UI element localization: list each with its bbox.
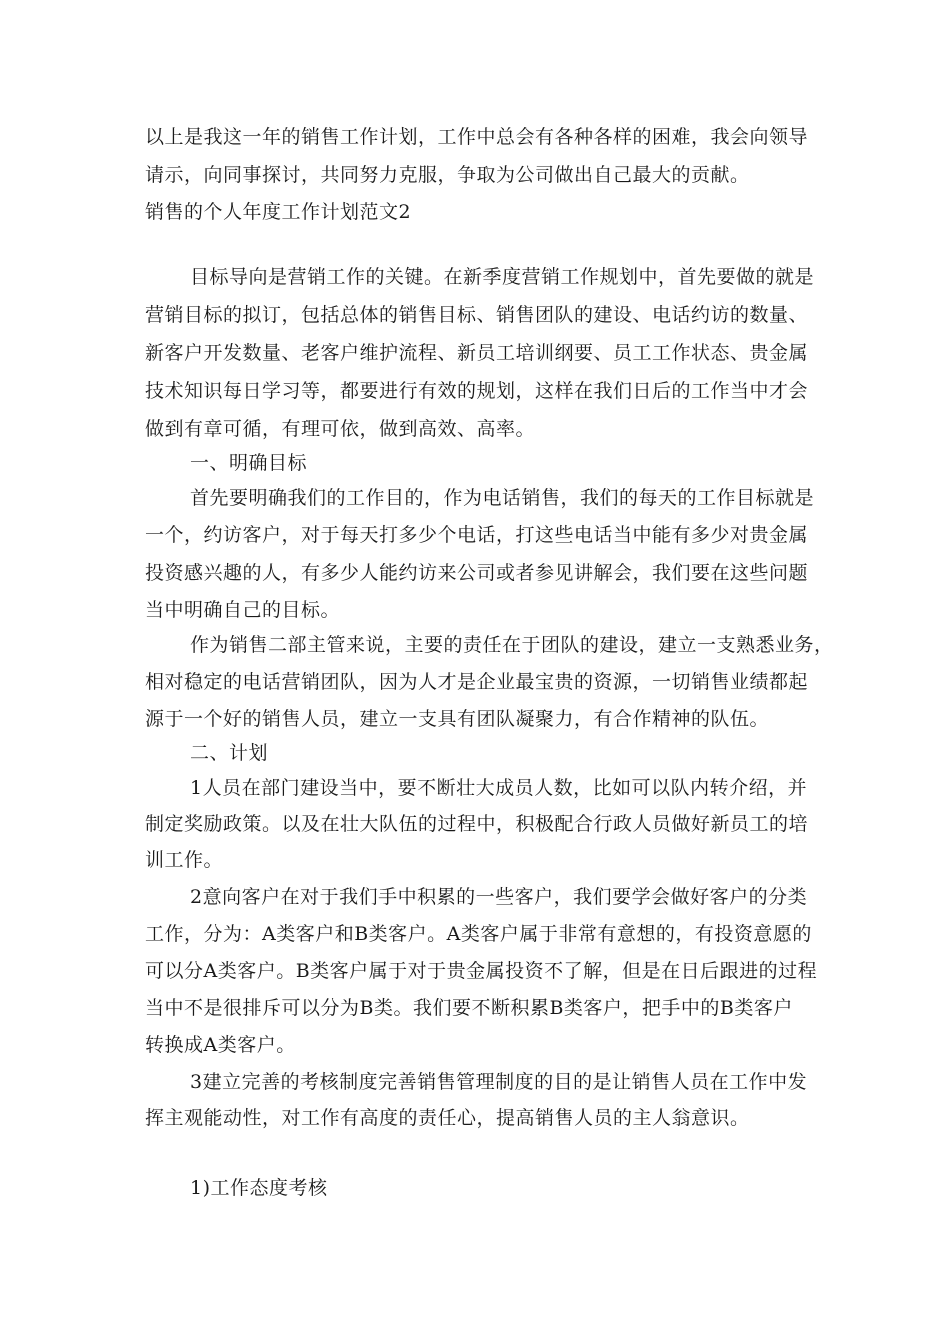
paragraph-line: 投资感兴趣的人，有多少人能约访来公司或者参见讲解会，我们要在这些问题	[145, 562, 809, 584]
paragraph-line: 技术知识每日学习等，都要进行有效的规划，这样在我们日后的工作当中才会	[145, 380, 809, 402]
heading-clear-goals: 一、明确目标	[190, 452, 308, 474]
paragraph-line: 制定奖励政策。以及在壮大队伍的过程中，积极配合行政人员做好新员工的培	[145, 813, 809, 835]
subheading-attitude-assessment: 1)工作态度考核	[190, 1177, 328, 1199]
paragraph-line: 首先要明确我们的工作目的，作为电话销售，我们的每天的工作目标就是	[190, 487, 815, 509]
paragraph-line: 目标导向是营销工作的关键。在新季度营销工作规划中，首先要做的就是	[190, 266, 815, 288]
paragraph-line: 营销目标的拟订，包括总体的销售目标、销售团队的建设、电话约访的数量、	[145, 304, 809, 326]
paragraph-line: 工作，分为：A类客户和B类客户。A类客户属于非常有意想的，有投资意愿的	[145, 923, 812, 945]
paragraph-line: 转换成A类客户。	[145, 1034, 296, 1056]
paragraph-line: 相对稳定的电话营销团队，因为人才是企业最宝贵的资源，一切销售业绩都起	[145, 671, 809, 693]
paragraph-line: 训工作。	[145, 849, 224, 871]
paragraph-line: 2意向客户在对于我们手中积累的一些客户，我们要学会做好客户的分类	[190, 886, 808, 908]
heading-plan: 二、计划	[190, 742, 269, 764]
paragraph-line: 一个，约访客户，对于每天打多少个电话，打这些电话当中能有多少对贵金属	[145, 524, 809, 546]
section-title: 销售的个人年度工作计划范文2	[145, 201, 412, 223]
paragraph-line: 当中明确自己的目标。	[145, 599, 341, 621]
paragraph-line: 作为销售二部主管来说，主要的责任在于团队的建设，建立一支熟悉业务，	[190, 634, 834, 656]
paragraph-line: 可以分A类客户。B类客户属于对于贵金属投资不了解，但是在日后跟进的过程	[145, 960, 818, 982]
paragraph-line: 1人员在部门建设当中，要不断壮大成员人数，比如可以队内转介绍，并	[190, 777, 808, 799]
paragraph-line: 3建立完善的考核制度完善销售管理制度的目的是让销售人员在工作中发	[190, 1071, 808, 1093]
paragraph-line: 当中不是很排斥可以分为B类。我们要不断积累B类客户，把手中的B类客户	[145, 997, 793, 1019]
paragraph-line: 做到有章可循，有理可依，做到高效、高率。	[145, 418, 536, 440]
paragraph-line: 源于一个好的销售人员，建立一支具有团队凝聚力，有合作精神的队伍。	[145, 708, 770, 730]
paragraph-line: 挥主观能动性，对工作有高度的责任心，提高销售人员的主人翁意识。	[145, 1107, 750, 1129]
paragraph-line: 以上是我这一年的销售工作计划，工作中总会有各种各样的困难，我会向领导	[145, 126, 809, 148]
paragraph-line: 请示，向同事探讨，共同努力克服，争取为公司做出自己最大的贡献。	[145, 164, 750, 186]
paragraph-line: 新客户开发数量、老客户维护流程、新员工培训纲要、员工工作状态、贵金属	[145, 342, 809, 364]
